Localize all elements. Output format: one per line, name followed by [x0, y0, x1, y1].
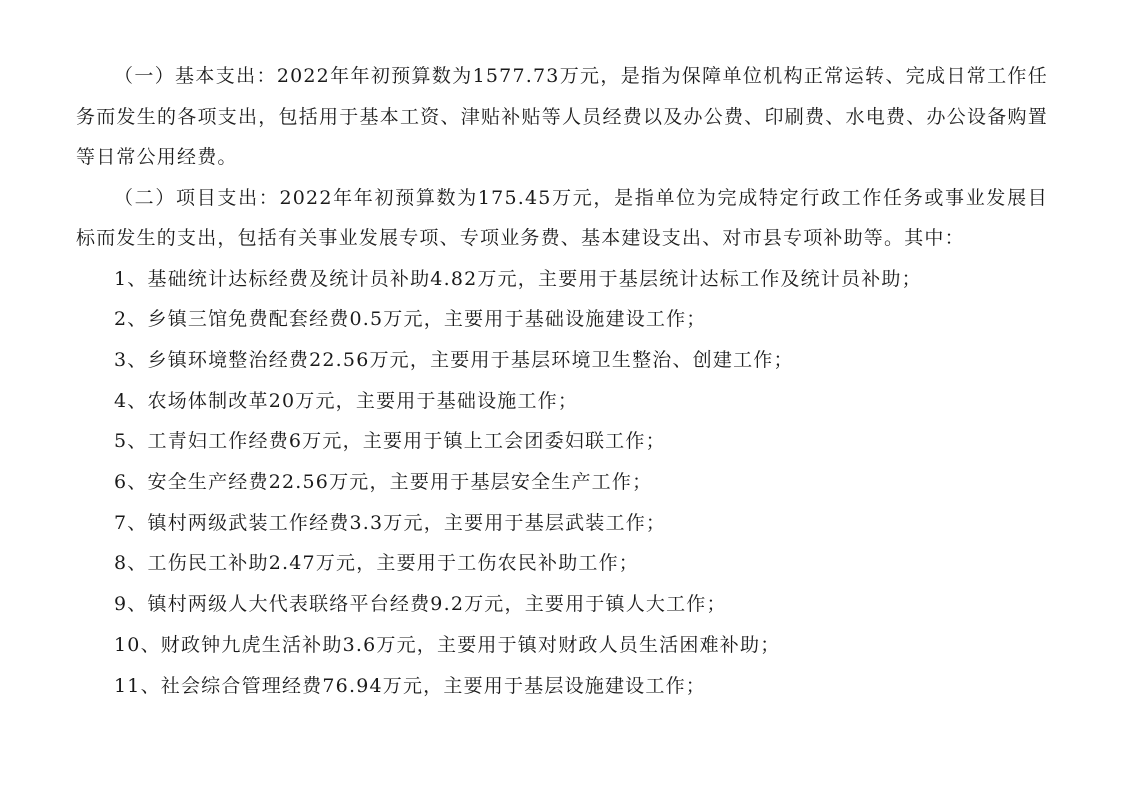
document-page — [76, 56, 1048, 706]
list-item: 3、乡镇环境整治经费22.56万元，主要用于基层环境卫生整治、创建工作； — [114, 348, 794, 371]
list-item: 10、财政钟九虎生活补助3.6万元，主要用于镇对财政人员生活困难补助； — [114, 633, 781, 656]
list-item: 11、社会综合管理经费76.94万元，主要用于基层设施建设工作； — [114, 674, 706, 697]
paragraph-basic-expenditure: （一）基本支出：2022年年初预算数为1577.73万元，是指为保障单位机构正常运转、完成日常工作任务而发生的各项支出，包括用于基本工资、津贴补贴等人员经费以及办公费、印刷费、水电费、办公设备购置等日常公用经费。 — [76, 65, 1048, 168]
list-item: 2、乡镇三馆免费配套经费0.5万元，主要用于基础设施建设工作； — [114, 308, 707, 331]
paragraph-project-expenditure: （二）项目支出：2022年年初预算数为175.45万元，是指单位为完成特定行政工作任务或事业发展目标而发生的支出，包括有关事业发展专项、专项业务费、基本建设支出、对市县专项补助等。其中： — [76, 186, 1048, 249]
list-item: 6、安全生产经费22.56万元，主要用于基层安全生产工作； — [114, 471, 653, 494]
list-item: 8、工伤民工补助2.47万元，主要用于工伤农民补助工作； — [114, 552, 639, 575]
list-item: 1、基础统计达标经费及统计员补助4.82万元，主要用于基层统计达标工作及统计员补助； — [114, 267, 922, 290]
list-item: 4、农场体制改革20万元，主要用于基础设施工作； — [114, 389, 579, 412]
list-item: 9、镇村两级人大代表联络平台经费9.2万元，主要用于镇人大工作； — [114, 593, 727, 616]
list-item: 5、工青妇工作经费6万元，主要用于镇上工会团委妇联工作； — [114, 430, 666, 453]
list-item: 7、镇村两级武装工作经费3.3万元，主要用于基层武装工作； — [114, 511, 667, 534]
